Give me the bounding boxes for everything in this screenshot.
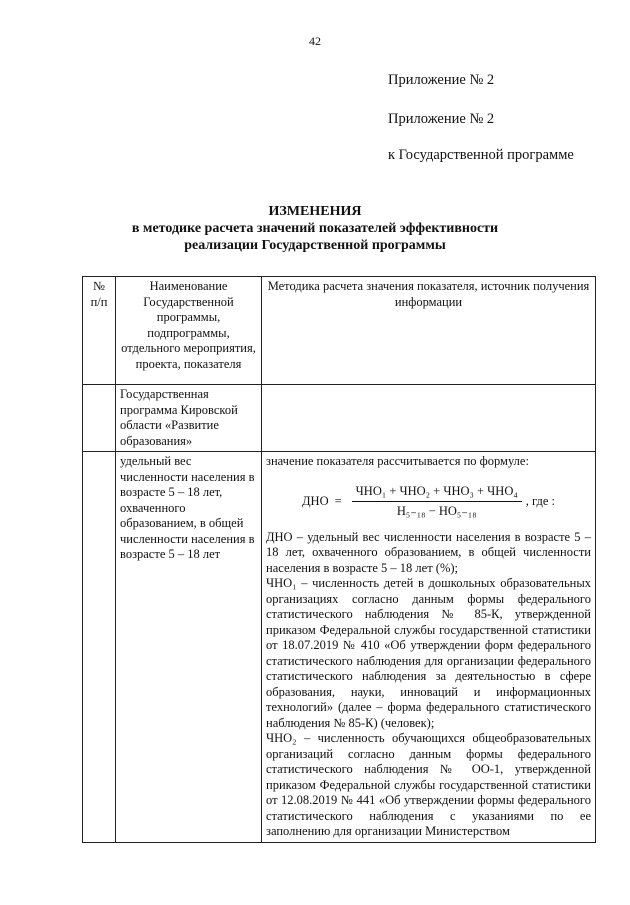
formula-intro: значение показателя рассчитывается по формуле: xyxy=(266,454,529,468)
table-row xyxy=(83,385,596,452)
formula xyxy=(266,484,591,520)
header-method: Методика расчета значения показателя, источник получения информации xyxy=(262,277,596,385)
document-subtitle-line-1: в методике расчета значений показателей эффективности xyxy=(131,221,499,236)
header-number: № п/п xyxy=(83,277,116,385)
indicator-number-cell xyxy=(83,452,116,843)
formula-fraction xyxy=(352,484,522,520)
appendix-line-3: к Государственной программе xyxy=(388,147,574,163)
methodology-table xyxy=(82,276,596,843)
indicator-name-cell: удельный вес численности населения в возрасте 5 – 18 лет, охваченного образованием, в общей численности населения в возрасте 5 – 18 лет xyxy=(116,452,262,843)
document-title: ИЗМЕНЕНИЯ xyxy=(268,204,362,219)
definition-cho2: ЧНО₂ – численность обучающихся общеобразовательных организаций согласно данным формы федерального статистического наблюдения № ОО-1, утвержденной приказом Федеральной службы государственной статистики от 12.08.2019 № 441 «Об утверждении формы федерального статистического наблюдения с указаниями по ее заполнению для организации Министерством xyxy=(266,731,591,838)
table-row xyxy=(83,452,596,843)
program-method-cell xyxy=(262,385,596,452)
appendix-line-2: Приложение № 2 xyxy=(388,111,495,127)
formula-numerator: ЧНО₁ + ЧНО₂ + ЧНО₃ + ЧНО₄ xyxy=(352,484,522,503)
program-name-cell: Государственная программа Кировской области «Развитие образования» xyxy=(116,385,262,452)
formula-tail: , где : xyxy=(525,493,555,508)
formula-denominator: Н₅₋₁₈ − НО₅₋₁₈ xyxy=(396,504,477,518)
header-name: Наименование Государственной программы, подпрограммы, отдельного мероприятия, проекта, показателя xyxy=(116,277,262,385)
program-number-cell xyxy=(83,385,116,452)
definition-cho1: ЧНО₁ – численность детей в дошкольных образовательных организациях согласно данным формы федерального статистического наблюдения № 85-К, утвержденной приказом Федеральной службы государственной статистики от 18.07.2019 № 410 «Об утверждении форм федерального статистического наблюдения для организации федерального статистического наблюдения за деятельностью в сфере образования, науки, инноваций и информационных технологий» (далее – форма федерального статистического наблюдения № 85-К) (человек); xyxy=(266,576,591,730)
indicator-method-cell xyxy=(262,452,596,843)
page-number: 42 xyxy=(309,34,321,48)
definition-dno: ДНО – удельный вес численности населения в возрасте 5 – 18 лет, охваченного образованием, в общей численности населения в возрасте 5 – 18 лет (%); xyxy=(266,529,591,575)
formula-equals: = xyxy=(334,493,342,508)
table-header-row xyxy=(83,277,596,385)
appendix-line-1: Приложение № 2 xyxy=(388,72,495,88)
formula-lhs: ДНО xyxy=(302,493,329,508)
document-subtitle-line-2: реализации Государственной программы xyxy=(184,238,446,253)
